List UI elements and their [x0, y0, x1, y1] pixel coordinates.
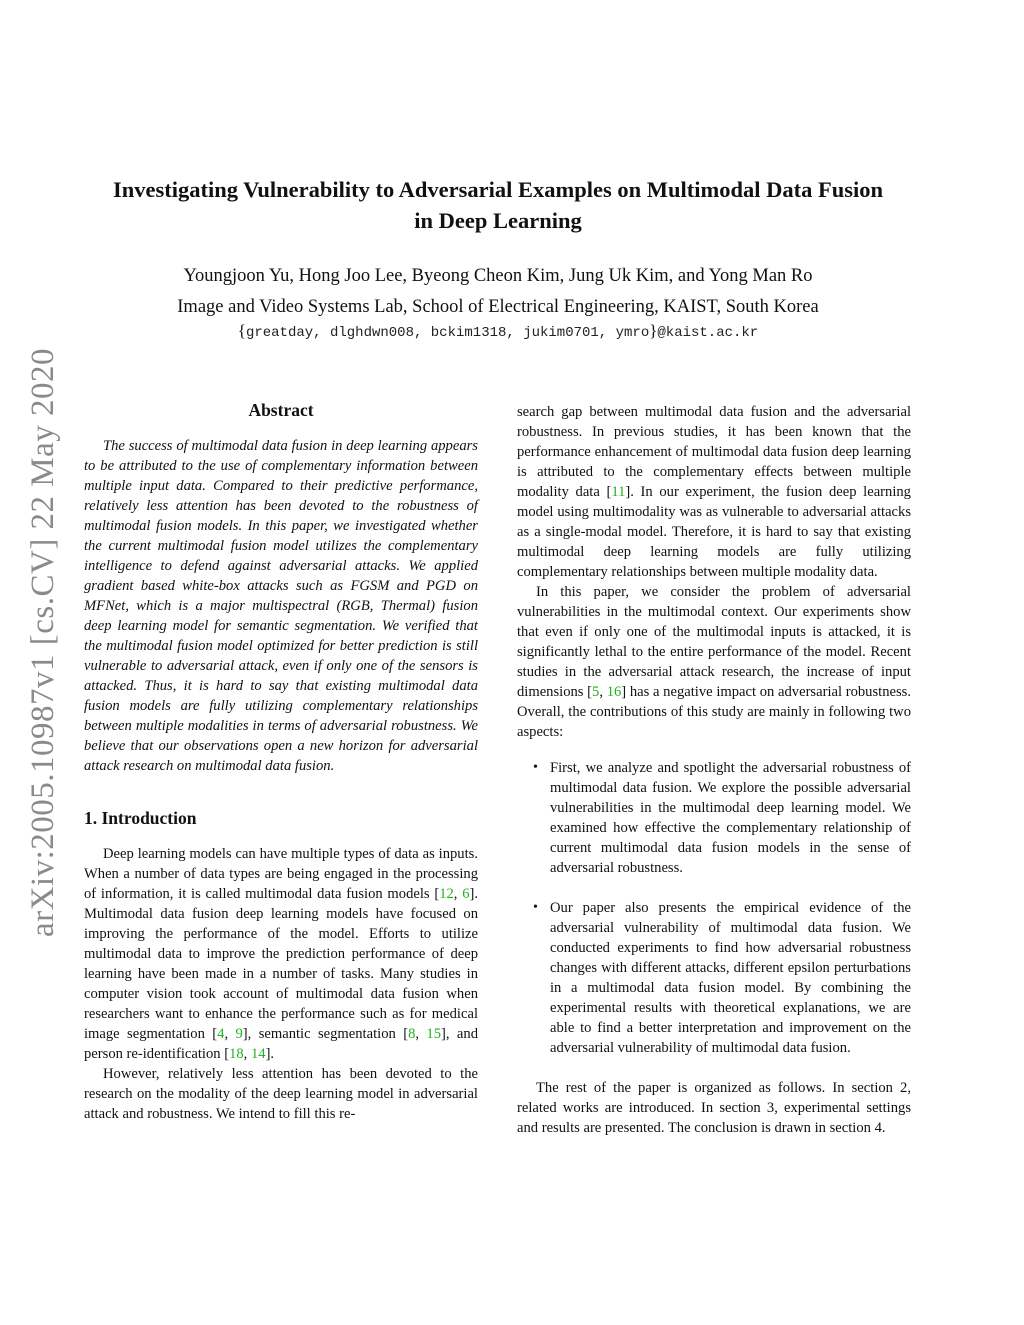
abstract-text: The success of multimodal data fusion in deep learning appears to be attributed to the use of complementary information between multiple input data. Compared to their predictive performance, relatively less attention has been devoted to the robustness of multimodal fusion models. In this paper, we investigated whether the current multimodal fusion model utilizes the complementary intelligence to defend against adversarial attacks. We applied gradient based white-box attacks such as FGSM and PGD on MFNet, which is a major multispectral (RGB, Thermal) fusion deep learning model for semantic segmentation. We verified that the multimodal fusion model optimized for better prediction is still vulnerable to adversarial attack, even if only one of the sensors is attacked. Thus, it is hard to say that existing multimodal data fusion models are fully utilizing complementary relationships between multiple modalities in terms of adversarial robustness. We believe that our observations open a new horizon for adversarial attack research on multimodal data fusion.	[84, 438, 478, 774]
intro-paragraph-2: However, relatively less attention has been devoted to the research on the modality of the deep learning model in adversarial attack and robustness. We intend to fill this re-	[84, 1066, 478, 1122]
citation-separator: ,	[243, 1046, 251, 1062]
email-open-brace: {	[237, 321, 246, 340]
list-item-text: Our paper also presents the empirical evidence of the adversarial vulnerability of multimodal data fusion. We conducted experiments to find how adversarial robustness changes with different attacks, different epsilon perturbations in a multimodal data fusion model. By combining the experimental results with theoretical explanations, we are able to find a better interpretation and improvement on the adversarial vulnerability of multimodal data fusion.	[550, 900, 911, 1056]
citation-separator: ,	[599, 684, 607, 700]
right-paragraph-2	[517, 582, 911, 742]
right-p1-text-2: ]. In our experiment, the fusion deep learning model using multimodality was as vulnerable to adversarial attacks as a single-modal model. Therefore, it is hard to say that existing multimodal deep learning models are fully utilizing complementary relationships between multiple modality data.	[517, 484, 911, 580]
citation-link[interactable]: 9	[235, 1026, 243, 1042]
citation-link[interactable]: 18	[229, 1046, 244, 1062]
citation-link[interactable]: 5	[592, 684, 600, 700]
arxiv-watermark	[24, 340, 64, 945]
contribution-list	[517, 758, 911, 1058]
affiliation: Image and Video Systems Lab, School of Electrical Engineering, KAIST, South Korea	[177, 297, 819, 317]
citation-link[interactable]: 12	[439, 886, 454, 902]
abstract-heading: Abstract	[248, 400, 314, 420]
email-close-brace: }	[649, 321, 658, 340]
citation-link[interactable]: 6	[462, 886, 470, 902]
introduction-heading: 1. Introduction	[84, 808, 197, 828]
list-item-text: First, we analyze and spotlight the adversarial robustness of multimodal data fusion. We explore the possible adversarial vulnerabilities in the multimodal deep learning model. We examined how effective the complementary relationship of current multimodal data fusion models in the sense of adversarial robustness.	[550, 760, 911, 876]
intro-paragraph-1	[84, 844, 478, 1064]
right-p2-text-1: In this paper, we consider the problem of adversarial vulnerabilities in the multimodal context. Our experiments show that even if only one of the multimodal inputs is attacked, it is significantly lethal to the entire performance of the model. Recent studies in the adversarial attack research, the increase of input dimensions [	[517, 584, 911, 700]
title-line-1: Investigating Vulnerability to Adversarial Examples on Multimodal Data Fusion	[112, 177, 884, 202]
email-usernames: greatday, dlghdwn008, bckim1318, jukim0701, ymro	[245, 325, 650, 341]
citation-separator: ,	[224, 1026, 236, 1042]
citation-link[interactable]: 14	[250, 1046, 266, 1062]
left-column	[84, 398, 478, 1124]
title-line-2: in Deep Learning	[414, 208, 582, 233]
email-addresses	[80, 321, 916, 343]
arxiv-identifier: arXiv:2005.10987v1 [cs.CV] 22 May 2020	[25, 347, 62, 938]
bullet-icon: •	[533, 760, 538, 775]
right-column	[517, 402, 911, 1138]
intro-p1-text-2: ]. Multimodal data fusion deep learning models have focused on improving the performance of the model. Efforts to utilize multimodal data to improve the prediction performance of deep learning have been made in a number of tasks. Many studies in computer vision took account of multimodal data fusion when researchers want to enhance the performance such as for medical image segmentation [	[84, 886, 479, 1042]
closing-paragraph: The rest of the paper is organized as follows. In section 2, related works are introduced. In section 3, experimental settings and results are presented. The conclusion is drawn in section 4.	[517, 1080, 911, 1136]
intro-p1-text-3: ], semantic segmentation [	[242, 1026, 409, 1042]
citation-link[interactable]: 4	[217, 1026, 225, 1042]
citation-separator: ,	[415, 1026, 427, 1042]
bullet-icon: •	[533, 900, 538, 915]
citation-link[interactable]: 15	[426, 1026, 442, 1042]
right-paragraph-1	[517, 402, 911, 582]
citation-link[interactable]: 16	[606, 684, 622, 700]
right-p1-text-1: search gap between multimodal data fusion and the adversarial robustness. In previous studies, it has been known that the performance enhancement of multimodal data fusion deep learning is attributed to the complementary effects between multiple modality data [	[517, 404, 911, 500]
citation-separator: ,	[453, 886, 463, 902]
right-p2-text-2: ] has a negative impact on adversarial robustness. Overall, the contributions of this study are mainly in following two aspects:	[517, 684, 911, 740]
email-domain: @kaist.ac.kr	[657, 325, 759, 341]
intro-p1-text-4: ], and person re-identification [	[84, 1026, 478, 1062]
intro-p1-text-1: Deep learning models can have multiple types of data as inputs. When a number of data types are being engaged in the processing of information, it is called multimodal data fusion models [	[84, 846, 478, 902]
citation-link[interactable]: 8	[408, 1026, 416, 1042]
citation-link[interactable]: 11	[611, 484, 626, 500]
paper-title	[80, 174, 916, 236]
list-item	[517, 758, 911, 878]
list-item	[517, 898, 911, 1058]
author-list: Youngjoon Yu, Hong Joo Lee, Byeong Cheon Kim, Jung Uk Kim, and Yong Man Ro	[183, 266, 813, 286]
intro-p1-text-5: ].	[265, 1046, 275, 1062]
